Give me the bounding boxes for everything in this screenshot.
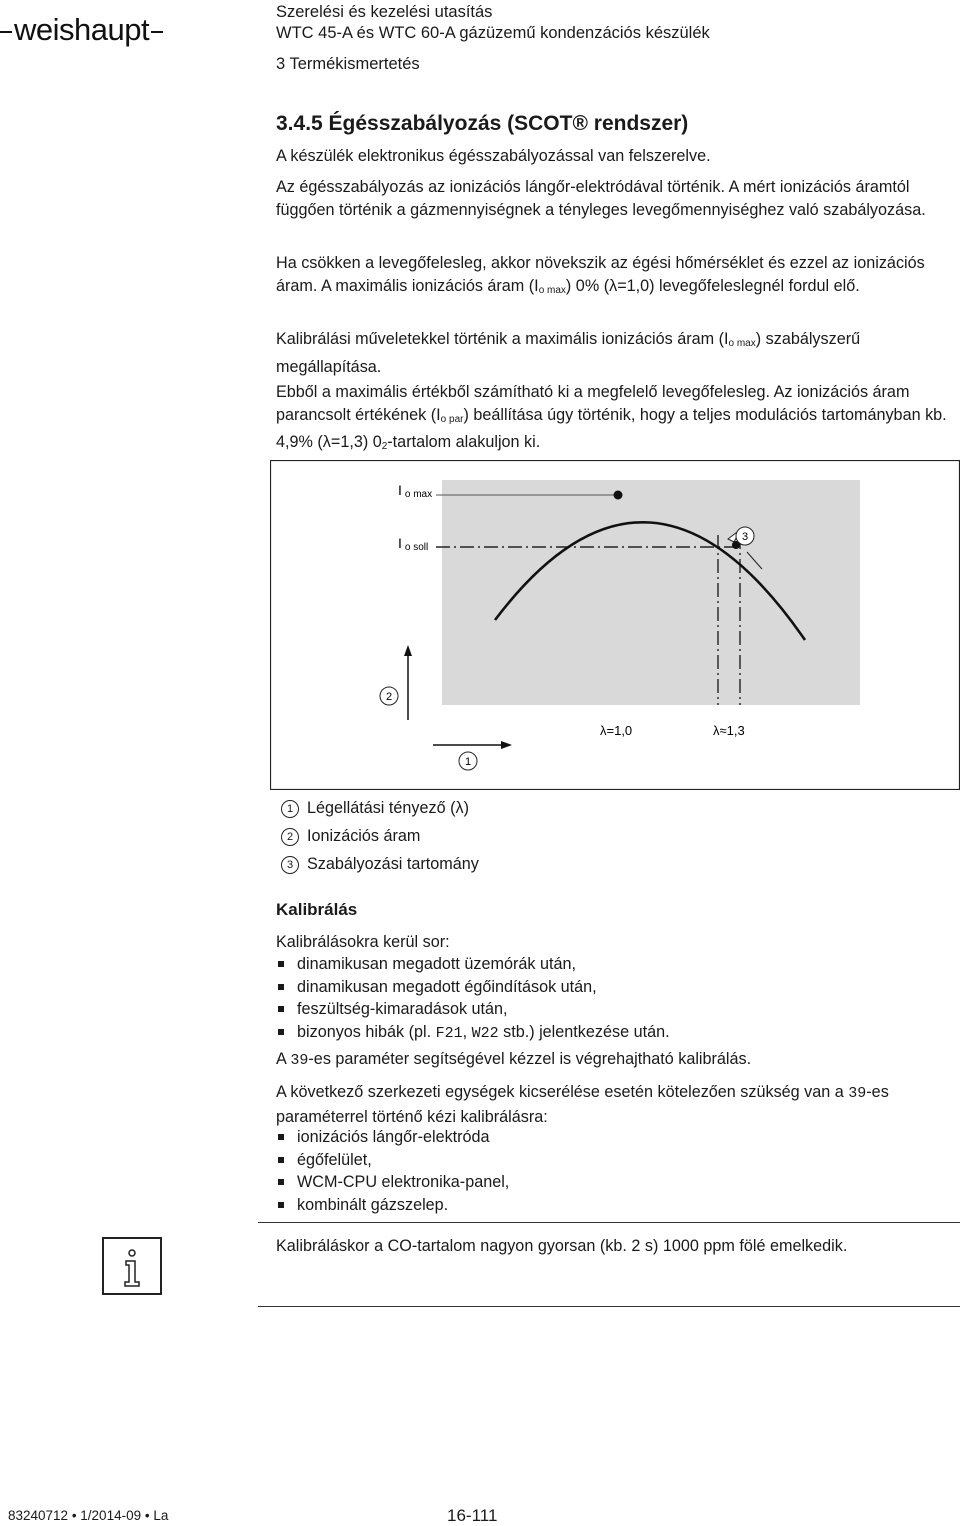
paragraph-5: Ebből a maximális értékből számítható ki a megfelelő levegőfelesleg. Az ionizációs áram parancsolt értékének $(I_{o par})$ beállítása úgy történik, hogy a teljes modulációs tartományban kb. 4,9% (λ=1,3) $0_2$-tartalom alakuljon ki.: [276, 383, 947, 452]
diagram-plot-area: [442, 480, 860, 705]
marker-2-label: 2: [385, 691, 393, 703]
list-item: kombinált gázszelep.: [276, 1194, 956, 1217]
legend-item-3: 3 Szabályozási tartomány: [281, 855, 479, 874]
paragraph-1: A készülék elektronikus égésszabályozással van felszerelve.: [276, 147, 711, 165]
paragraph-2: Az égésszabályozás az ionizációs lángőr-elektródával történik. A mért ionizációs áramtól függően történik a gázmennyiségnek a tényleges levegőmennyiséghez való szabályozása.: [276, 178, 926, 219]
replacement-text: A következő szerkezeti egységek kicserélése esetén kötelezően szükség van a 39-es paraméterrel történő kézi kalibrálásra:: [276, 1083, 889, 1126]
list-item: dinamikusan megadott üzemórák után,: [276, 953, 956, 976]
ionization-diagram: [270, 460, 960, 790]
calibration-heading: Kalibrálás: [276, 900, 358, 919]
manual-calibration-text: A 39-es paraméter segítségével kézzel is végrehajtható kalibrálás.: [276, 1050, 752, 1069]
label-lambda2: λ≈1,3: [713, 723, 745, 738]
header-title-1: Szerelési és kezelési utasítás: [276, 3, 493, 21]
legend-marker-2: 2: [281, 828, 299, 846]
label-lambda1: λ=1,0: [600, 723, 633, 738]
marker-1-label: 1: [464, 756, 472, 768]
info-icon: [102, 1237, 162, 1295]
doc-number: 83240712 • 1/2014-09 • La: [8, 1508, 169, 1523]
brand-logo: weishaupt: [0, 14, 163, 45]
marker-3-label: 3: [741, 531, 749, 543]
list-item: WCM-CPU elektronika-panel,: [276, 1171, 956, 1194]
header-title-2: WTC 45-A és WTC 60-A gázüzemű kondenzációs készülék: [276, 24, 710, 42]
paragraph-3: Ha csökken a levegőfelesleg, akkor növekszik az égési hőmérséklet és ezzel az ionizációs áram. A maximális ionizációs áram $(I_{o max})$ 0% (λ=1,0) levegőfeleslegnél fordul elő.: [276, 254, 925, 296]
paragraph-4: Kalibrálási műveletekkel történik a maximális ionizációs áram $(I_{o max})$ szabályszerű megállapítása.: [276, 330, 861, 376]
page-number: 16-111: [447, 1506, 498, 1525]
list-item: égőfelület,: [276, 1149, 956, 1172]
parts-list: [276, 1126, 956, 1216]
list-item: bizonyos hibák (pl. F21, W22 stb.) jelentkezése után.: [276, 1021, 956, 1046]
max-point: [614, 491, 623, 500]
legend-marker-3: 3: [281, 856, 299, 874]
note-bottom-rule: [258, 1306, 960, 1307]
info-glyph: [104, 1239, 160, 1293]
label-imax: I o max: [398, 482, 433, 500]
note-top-rule: [258, 1222, 960, 1223]
legend-item-1: 1 Légellátási tényező (λ): [281, 799, 469, 818]
calibration-intro: Kalibrálásokra kerül sor:: [276, 933, 450, 951]
list-item: feszültség-kimaradások után,: [276, 998, 956, 1021]
legend-marker-1: 1: [281, 800, 299, 818]
legend-item-2: 2 Ionizációs áram: [281, 827, 420, 846]
label-isoll: I o soll: [398, 535, 429, 553]
header-section: 3 Termékismertetés: [276, 55, 420, 73]
note-text: Kalibráláskor a CO-tartalom nagyon gyorsan (kb. 2 s) 1000 ppm fölé emelkedik.: [276, 1237, 848, 1255]
section-heading: 3.4.5 Égésszabályozás (SCOT® rendszer): [276, 112, 689, 135]
calibration-list: [276, 953, 956, 1045]
list-item: dinamikusan megadott égőindítások után,: [276, 976, 956, 999]
list-item: ionizációs lángőr-elektróda: [276, 1126, 956, 1149]
